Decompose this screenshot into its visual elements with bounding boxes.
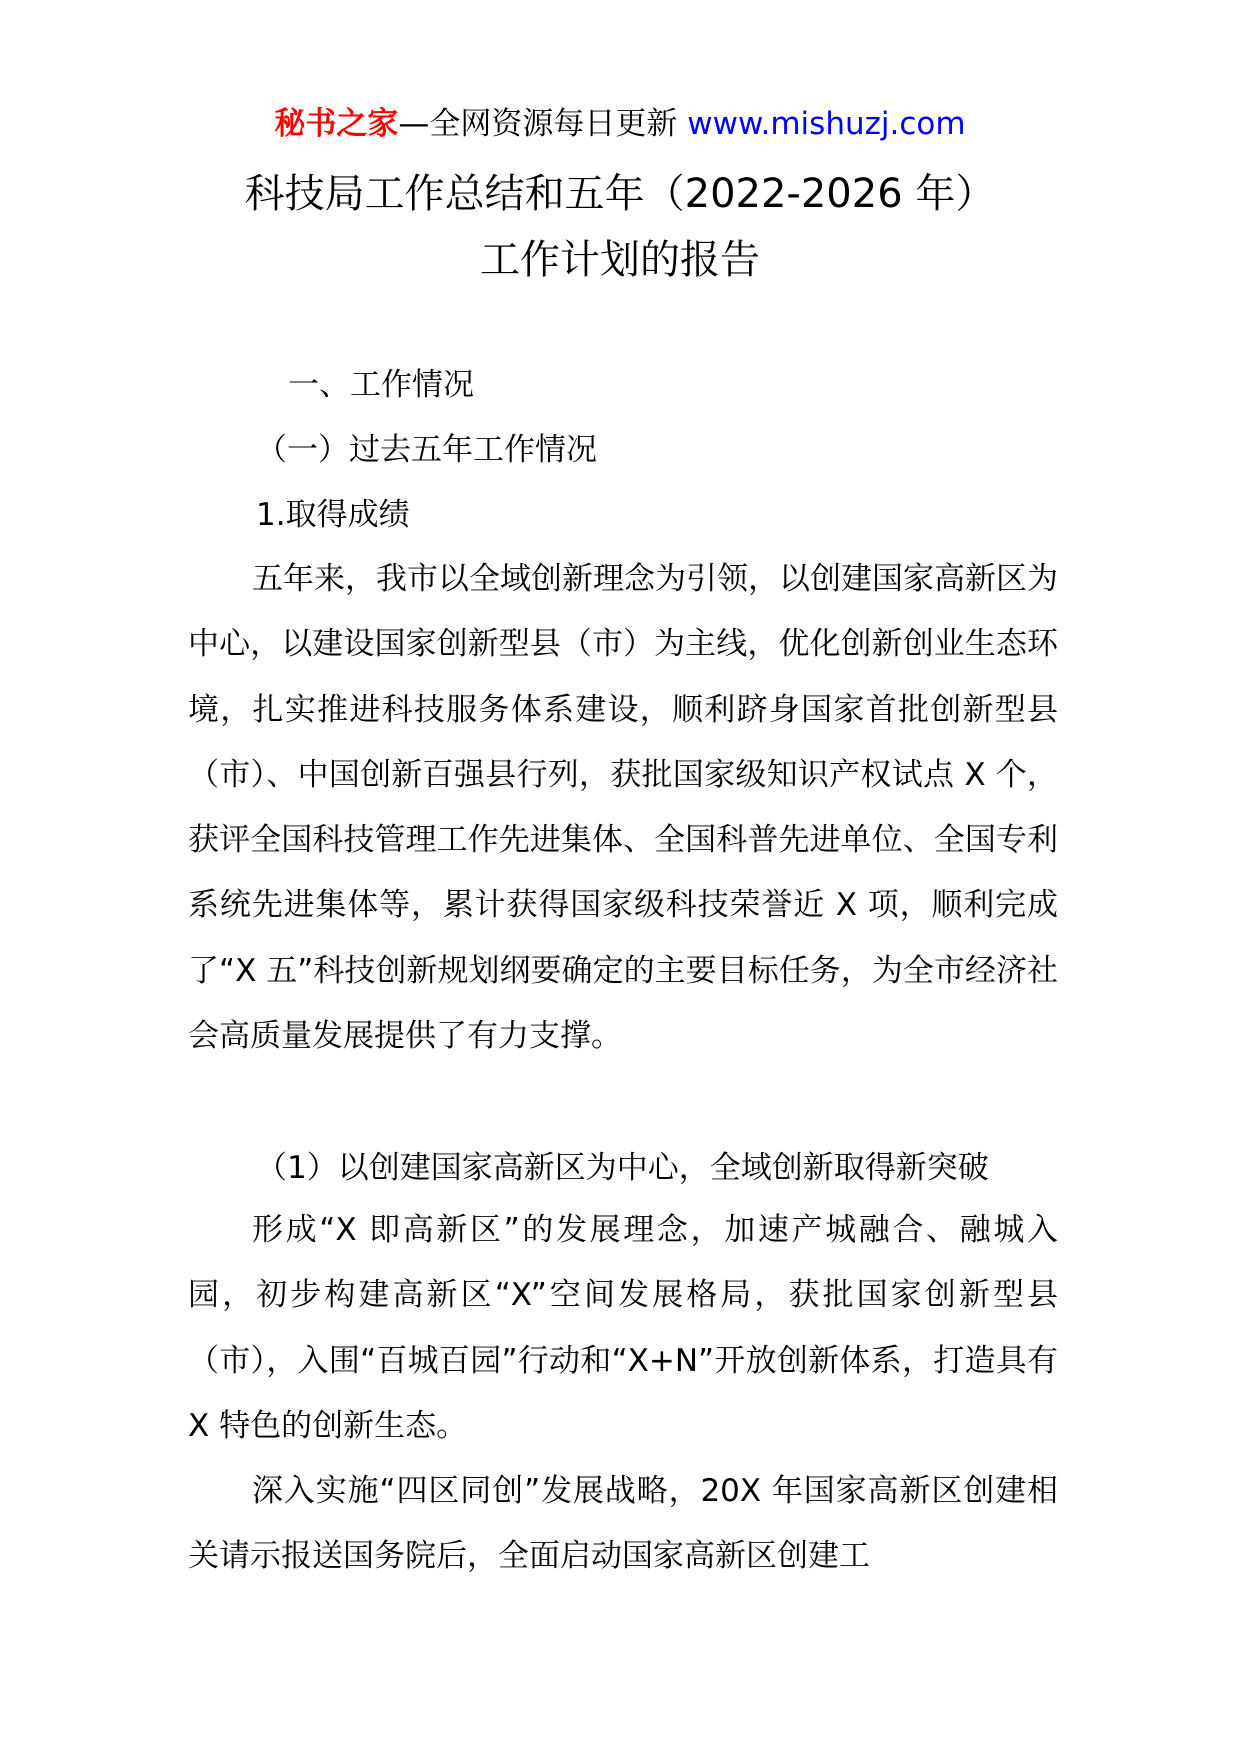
section-heading-1: 一、工作情况 bbox=[288, 367, 474, 403]
header-tagline: —全网资源每日更新 bbox=[398, 106, 688, 142]
paragraph-development-concept: 形成“X 即高新区”的发展理念，加速产城融合、融城入园，初步构建高新区“X”空间发展格局，获批国家创新型县（市），入围“百城百园”行动和“X+N”开放创新体系，打造具有 X 特色的创新生态。 bbox=[188, 1212, 1058, 1444]
paragraph-achievements: 五年来，我市以全域创新理念为引领，以创建国家高新区为中心，以建设国家创新型县（市）为主线，优化创新创业生态环境，扎实推进科技服务体系建设，顺利跻身国家首批创新型县（市）、中国创新百强县行列，获批国家级知识产权试点 X 个，获评全国科技管理工作先进集体、全国科普先进单位、全国专利系统先进集体等，累计获得国家级科技荣誉近 X 项，顺利完成了“X 五”科技创新规划纲要确定的主要目标任务，为全市经济社会高质量发展提供了有力支撑。 bbox=[188, 561, 1058, 1055]
subsection-heading-1: （1）以创建国家高新区为中心，全域创新取得新突破 bbox=[256, 1150, 989, 1186]
document-title-line-2: 工作计划的报告 bbox=[480, 237, 760, 283]
document-title-line-1: 科技局工作总结和五年（2022-2026 年） bbox=[244, 171, 996, 217]
section-heading-3: 1.取得成绩 bbox=[256, 497, 410, 533]
section-heading-2: （一）过去五年工作情况 bbox=[256, 432, 597, 468]
website-link[interactable]: www.mishuzj.com bbox=[687, 106, 966, 142]
paragraph-four-zones-strategy: 深入实施“四区同创”发展战略，20X 年国家高新区创建相关请示报送国务院后，全面启动国家高新区创建工 bbox=[188, 1473, 1058, 1575]
brand-name: 秘书之家 bbox=[274, 106, 399, 142]
